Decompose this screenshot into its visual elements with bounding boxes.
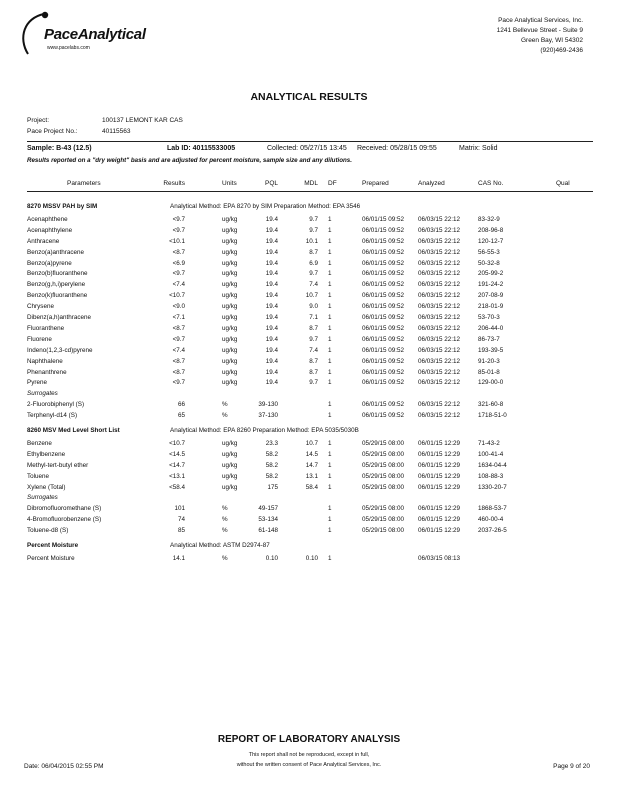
lab-id: Lab ID: 40115533005 bbox=[167, 145, 236, 152]
table-cell: 50-32-8 bbox=[478, 259, 500, 267]
table-cell: 06/01/15 09:52 bbox=[362, 314, 405, 321]
table-cell: 100-41-4 bbox=[478, 450, 504, 458]
logo-url: www.pacelabs.com bbox=[47, 45, 90, 51]
table-cell: <9.7 bbox=[172, 270, 185, 278]
section-method: Analytical Method: EPA 8270 by SIM Preparation Method: EPA 3546 bbox=[170, 203, 361, 210]
table-cell: 74 bbox=[177, 516, 185, 524]
table-cell: 9.7 bbox=[309, 270, 318, 278]
parameter-name: Anthracene bbox=[27, 237, 60, 245]
parameter-name: Phenanthrene bbox=[27, 368, 67, 376]
table-cell: 06/01/15 09:52 bbox=[362, 303, 405, 311]
table-cell: 8.7 bbox=[309, 248, 318, 256]
table-cell: ug/kg bbox=[222, 335, 238, 343]
table-cell: 1 bbox=[328, 226, 332, 234]
table-cell: 58.2 bbox=[265, 472, 278, 480]
parameter-name: Dibromofluoromethane (S) bbox=[27, 505, 102, 513]
table-cell: 06/03/15 22:12 bbox=[418, 379, 461, 387]
table-cell: % bbox=[222, 516, 228, 524]
table-cell: 06/01/15 09:52 bbox=[362, 412, 405, 420]
table-cell: 06/03/15 22:12 bbox=[418, 357, 461, 365]
table-cell: 1 bbox=[328, 505, 332, 513]
table-cell: 19.4 bbox=[265, 259, 278, 267]
table-cell: 06/03/15 22:12 bbox=[418, 270, 461, 278]
table-cell: 19.4 bbox=[265, 237, 278, 245]
pace-project-value: 40115563 bbox=[102, 128, 131, 135]
table-cell: ug/kg bbox=[222, 226, 238, 234]
table-cell: 19.4 bbox=[265, 292, 278, 300]
table-cell: 06/03/15 22:12 bbox=[418, 412, 461, 420]
table-cell: 1 bbox=[328, 554, 332, 562]
table-cell: 1718-51-0 bbox=[478, 412, 507, 420]
table-cell: 8.7 bbox=[309, 368, 318, 376]
table-cell: <14.5 bbox=[169, 450, 185, 458]
table-cell: 1330-20-7 bbox=[478, 483, 507, 491]
table-cell: 206-44-0 bbox=[478, 324, 504, 332]
table-cell: 65 bbox=[177, 412, 185, 420]
matrix: Matrix: Solid bbox=[459, 145, 498, 152]
table-cell: 208-96-8 bbox=[478, 226, 504, 234]
table-cell: 19.4 bbox=[265, 368, 278, 376]
pace-project-label: Pace Project No.: bbox=[27, 128, 78, 135]
table-cell: 8.7 bbox=[309, 357, 318, 365]
table-cell: 06/01/15 09:52 bbox=[362, 324, 405, 332]
parameter-name: Ethylbenzene bbox=[27, 450, 66, 458]
table-cell: 06/03/15 22:12 bbox=[418, 281, 461, 289]
table-cell: ug/kg bbox=[222, 379, 238, 387]
table-cell: 8.7 bbox=[309, 324, 318, 332]
table-cell: 39-130 bbox=[258, 401, 278, 409]
section-method: Analytical Method: EPA 8260 Preparation Method: EPA 5035/5030B bbox=[170, 427, 359, 434]
table-cell: <58.4 bbox=[169, 483, 185, 491]
table-cell: 10.1 bbox=[305, 237, 318, 245]
column-header: CAS No. bbox=[478, 180, 504, 187]
table-cell: % bbox=[222, 401, 228, 409]
table-cell: 1 bbox=[328, 303, 332, 311]
table-cell: 05/29/15 08:00 bbox=[362, 527, 405, 535]
table-cell: 19.4 bbox=[265, 270, 278, 278]
table-cell: 1 bbox=[328, 461, 332, 469]
table-cell: 175 bbox=[267, 483, 278, 491]
parameter-name: Xylene (Total) bbox=[27, 483, 66, 491]
table-cell: 91-20-3 bbox=[478, 357, 500, 365]
footer-title: REPORT OF LABORATORY ANALYSIS bbox=[217, 734, 401, 745]
table-cell: 1 bbox=[328, 379, 332, 387]
address-line-2: Green Bay, WI 54302 bbox=[520, 37, 583, 44]
table-cell: 207-08-9 bbox=[478, 292, 504, 300]
table-cell: 06/01/15 09:52 bbox=[362, 346, 405, 354]
address-line-1: 1241 Bellevue Street - Suite 9 bbox=[496, 27, 583, 34]
table-cell: 06/01/15 12:29 bbox=[418, 505, 461, 513]
table-cell: 49-157 bbox=[258, 505, 278, 513]
table-cell: 1868-53-7 bbox=[478, 505, 507, 513]
table-cell: 53-134 bbox=[258, 516, 278, 524]
table-cell: 06/03/15 22:12 bbox=[418, 215, 461, 223]
parameter-name: Benzene bbox=[27, 439, 52, 447]
table-cell: 1 bbox=[328, 516, 332, 524]
table-cell: 1 bbox=[328, 314, 332, 321]
table-cell: 05/29/15 08:00 bbox=[362, 461, 405, 469]
parameter-name: Acenaphthene bbox=[27, 215, 68, 223]
table-cell: ug/kg bbox=[222, 346, 238, 354]
footer-note-1: This report shall not be reproduced, except in full, bbox=[248, 752, 370, 758]
table-cell: 19.4 bbox=[265, 379, 278, 387]
table-cell: 193-39-5 bbox=[478, 346, 504, 354]
phone: (920)469-2436 bbox=[540, 47, 583, 54]
table-cell: 06/01/15 09:52 bbox=[362, 379, 405, 387]
table-cell: 19.4 bbox=[265, 324, 278, 332]
table-cell: % bbox=[222, 527, 228, 535]
table-cell: 06/01/15 09:52 bbox=[362, 335, 405, 343]
table-cell: 06/03/15 22:12 bbox=[418, 368, 461, 376]
table-cell: ug/kg bbox=[222, 472, 238, 480]
section-title: Percent Moisture bbox=[27, 542, 79, 549]
header-divider bbox=[27, 191, 593, 192]
table-cell: 9.0 bbox=[309, 303, 318, 311]
parameter-name: Indeno(1,2,3-cd)pyrene bbox=[27, 346, 93, 354]
table-cell: <6.9 bbox=[172, 259, 185, 267]
table-cell: 06/01/15 09:52 bbox=[362, 226, 405, 234]
lab-address bbox=[497, 16, 583, 56]
table-cell: ug/kg bbox=[222, 368, 238, 376]
table-cell: ug/kg bbox=[222, 281, 238, 289]
footer-note-2: without the written consent of Pace Analytical Services, Inc. bbox=[236, 762, 382, 768]
table-cell: ug/kg bbox=[222, 461, 238, 469]
table-cell: 6.9 bbox=[309, 259, 318, 267]
table-cell: 06/03/15 08:13 bbox=[418, 554, 461, 562]
table-cell: 06/01/15 09:52 bbox=[362, 368, 405, 376]
parameter-name: Toluene bbox=[27, 472, 50, 480]
table-cell: 06/01/15 12:29 bbox=[418, 461, 461, 469]
table-cell: 19.4 bbox=[265, 346, 278, 354]
table-cell: 37-130 bbox=[258, 412, 278, 420]
table-cell: 9.7 bbox=[309, 226, 318, 234]
page-number: Page 9 of 20 bbox=[553, 763, 590, 770]
table-cell: 101 bbox=[174, 505, 185, 513]
table-cell: 58.2 bbox=[265, 450, 278, 458]
table-cell: 06/01/15 09:52 bbox=[362, 292, 405, 300]
table-cell: ug/kg bbox=[222, 439, 238, 447]
table-cell: 06/01/15 12:29 bbox=[418, 450, 461, 458]
company-name: Pace Analytical Services, Inc. bbox=[498, 17, 583, 24]
table-cell: <7.4 bbox=[172, 281, 185, 289]
table-cell: <9.7 bbox=[172, 379, 185, 387]
table-cell: 321-60-8 bbox=[478, 401, 504, 409]
table-cell: 1 bbox=[328, 237, 332, 245]
column-header: PQL bbox=[264, 180, 278, 187]
table-cell: 1 bbox=[328, 248, 332, 256]
logo-text: PaceAnalytical bbox=[44, 26, 146, 43]
table-cell: <14.7 bbox=[169, 461, 185, 469]
table-cell: <10.1 bbox=[169, 237, 185, 245]
table-cell: 05/29/15 08:00 bbox=[362, 439, 405, 447]
parameter-name: Percent Moisture bbox=[27, 554, 75, 562]
table-cell: 1 bbox=[328, 483, 332, 491]
table-cell: <8.7 bbox=[172, 324, 185, 332]
table-cell: 1 bbox=[328, 215, 332, 223]
table-cell: 1 bbox=[328, 439, 332, 447]
table-cell: 19.4 bbox=[265, 281, 278, 289]
project-value: 100137 LEMONT KAR CAS bbox=[102, 117, 183, 124]
table-cell: 9.7 bbox=[309, 335, 318, 343]
report-date: Date: 06/04/2015 02:55 PM bbox=[24, 763, 104, 770]
table-cell: 06/01/15 09:52 bbox=[362, 248, 405, 256]
table-cell: ug/kg bbox=[222, 259, 238, 267]
table-cell: <8.7 bbox=[172, 368, 185, 376]
column-header: Parameters bbox=[67, 180, 101, 187]
table-cell: 05/29/15 08:00 bbox=[362, 516, 405, 524]
table-cell: 1634-04-4 bbox=[478, 461, 507, 469]
table-cell: 19.4 bbox=[265, 357, 278, 365]
table-cell: 191-24-2 bbox=[478, 281, 504, 289]
table-cell: 10.7 bbox=[305, 292, 318, 300]
table-cell: 1 bbox=[328, 472, 332, 480]
table-cell: 1 bbox=[328, 281, 332, 289]
table-cell: <13.1 bbox=[169, 472, 185, 480]
table-cell: ug/kg bbox=[222, 248, 238, 256]
surrogates-label: Surrogates bbox=[27, 494, 58, 502]
table-cell: 06/01/15 12:29 bbox=[418, 516, 461, 524]
parameter-name: Toluene-d8 (S) bbox=[27, 527, 69, 535]
table-cell: 06/03/15 22:12 bbox=[418, 303, 461, 311]
parameter-name: 2-Fluorobiphenyl (S) bbox=[27, 401, 85, 409]
column-header: Results bbox=[163, 180, 185, 187]
table-cell: % bbox=[222, 505, 228, 513]
table-cell: <9.7 bbox=[172, 226, 185, 234]
table-cell: 06/01/15 09:52 bbox=[362, 237, 405, 245]
table-cell: 56-55-3 bbox=[478, 248, 500, 256]
table-cell: 460-00-4 bbox=[478, 516, 504, 524]
table-cell: 85 bbox=[177, 527, 185, 535]
table-cell: 05/29/15 08:00 bbox=[362, 472, 405, 480]
collected-date: Collected: 05/27/15 13:45 bbox=[267, 145, 347, 152]
column-header: Units bbox=[222, 180, 237, 187]
table-cell: 06/03/15 22:12 bbox=[418, 237, 461, 245]
table-cell: <7.1 bbox=[172, 314, 185, 321]
table-cell: 129-00-0 bbox=[478, 379, 504, 387]
table-cell: 7.4 bbox=[309, 281, 318, 289]
surrogates-label: Surrogates bbox=[27, 390, 58, 398]
table-cell: 1 bbox=[328, 335, 332, 343]
project-label: Project: bbox=[27, 117, 50, 124]
table-cell: 66 bbox=[177, 401, 185, 409]
column-header: DF bbox=[328, 180, 337, 187]
table-cell: 13.1 bbox=[305, 472, 318, 480]
table-cell: ug/kg bbox=[222, 215, 238, 223]
table-cell: 1 bbox=[328, 401, 332, 409]
sample-id: Sample: B-43 (12.5) bbox=[27, 145, 92, 152]
table-cell: 06/01/15 09:52 bbox=[362, 270, 405, 278]
page-title: ANALYTICAL RESULTS bbox=[250, 91, 368, 103]
parameter-name: Benzo(b)fluoranthene bbox=[27, 270, 88, 278]
table-cell: 120-12-7 bbox=[478, 237, 504, 245]
parameter-name: Acenaphthylene bbox=[27, 226, 73, 234]
table-cell: 06/03/15 22:12 bbox=[418, 401, 461, 409]
table-cell: ug/kg bbox=[222, 270, 238, 278]
table-cell: 1 bbox=[328, 259, 332, 267]
parameter-name: Terphenyl-d14 (S) bbox=[27, 412, 78, 420]
table-cell: 7.4 bbox=[309, 346, 318, 354]
table-cell: % bbox=[222, 412, 228, 420]
column-header: Analyzed bbox=[418, 180, 445, 187]
table-cell: 1 bbox=[328, 292, 332, 300]
table-cell: 23.3 bbox=[265, 439, 278, 447]
table-cell: 1 bbox=[328, 270, 332, 278]
column-header: MDL bbox=[304, 180, 318, 187]
table-cell: ug/kg bbox=[222, 303, 238, 311]
column-header: Qual bbox=[556, 180, 570, 187]
table-cell: <10.7 bbox=[169, 439, 185, 447]
table-cell: 06/01/15 09:52 bbox=[362, 401, 405, 409]
received-date: Received: 05/28/15 09:55 bbox=[357, 145, 437, 152]
table-cell: 19.4 bbox=[265, 303, 278, 311]
column-header: Prepared bbox=[362, 180, 389, 187]
divider bbox=[27, 141, 593, 142]
table-cell: <10.7 bbox=[169, 292, 185, 300]
table-cell: 05/29/15 08:00 bbox=[362, 505, 405, 513]
table-cell: 05/29/15 08:00 bbox=[362, 483, 405, 491]
table-cell: 06/03/15 22:12 bbox=[418, 314, 461, 321]
parameter-name: 4-Bromofluorobenzene (S) bbox=[27, 516, 102, 524]
parameter-name: Fluoranthene bbox=[27, 324, 65, 332]
table-cell: 14.1 bbox=[172, 554, 185, 562]
table-cell: 10.7 bbox=[305, 439, 318, 447]
parameter-name: Chrysene bbox=[27, 303, 54, 311]
table-cell: ug/kg bbox=[222, 314, 238, 321]
table-cell: ug/kg bbox=[222, 292, 238, 300]
table-cell: 06/01/15 12:29 bbox=[418, 483, 461, 491]
table-cell: 2037-26-5 bbox=[478, 527, 507, 535]
table-cell: 06/01/15 09:52 bbox=[362, 215, 405, 223]
table-cell: <9.7 bbox=[172, 215, 185, 223]
table-cell: <8.7 bbox=[172, 248, 185, 256]
parameter-name: Dibenz(a,h)anthracene bbox=[27, 314, 92, 321]
table-cell: 1 bbox=[328, 412, 332, 420]
table-cell: 53-70-3 bbox=[478, 314, 500, 321]
table-cell: 05/29/15 08:00 bbox=[362, 450, 405, 458]
table-cell: 9.7 bbox=[309, 215, 318, 223]
parameter-name: Fluorene bbox=[27, 335, 52, 343]
table-cell: 1 bbox=[328, 324, 332, 332]
table-cell: 1 bbox=[328, 368, 332, 376]
table-cell: 108-88-3 bbox=[478, 472, 504, 480]
table-cell: 1 bbox=[328, 357, 332, 365]
table-cell: 58.2 bbox=[265, 461, 278, 469]
table-cell: ug/kg bbox=[222, 324, 238, 332]
parameter-name: Naphthalene bbox=[27, 357, 63, 365]
table-cell: % bbox=[222, 554, 228, 562]
table-cell: 19.4 bbox=[265, 226, 278, 234]
section-title: 8260 MSV Med Level Short List bbox=[27, 427, 120, 434]
table-cell: 06/01/15 09:52 bbox=[362, 281, 405, 289]
table-cell: 0.10 bbox=[265, 554, 278, 562]
table-cell: <9.7 bbox=[172, 335, 185, 343]
table-cell: ug/kg bbox=[222, 237, 238, 245]
table-cell: 06/03/15 22:12 bbox=[418, 335, 461, 343]
section-title: 8270 MSSV PAH by SIM bbox=[27, 203, 98, 210]
table-cell: 19.4 bbox=[265, 215, 278, 223]
table-cell: 61-148 bbox=[258, 527, 278, 535]
table-cell: ug/kg bbox=[222, 450, 238, 458]
parameter-name: Benzo(g,h,i)perylene bbox=[27, 281, 86, 289]
table-cell: 218-01-9 bbox=[478, 303, 504, 311]
table-cell: 1 bbox=[328, 527, 332, 535]
table-cell: 7.1 bbox=[309, 314, 318, 321]
table-cell: <8.7 bbox=[172, 357, 185, 365]
table-cell: ug/kg bbox=[222, 357, 238, 365]
table-cell: 06/01/15 12:29 bbox=[418, 439, 461, 447]
table-cell: 1 bbox=[328, 346, 332, 354]
parameter-name: Benzo(a)anthracene bbox=[27, 248, 85, 256]
table-cell: <9.0 bbox=[172, 303, 185, 311]
table-cell: <7.4 bbox=[172, 346, 185, 354]
table-cell: 19.4 bbox=[265, 335, 278, 343]
table-cell: 9.7 bbox=[309, 379, 318, 387]
table-cell: 06/01/15 12:29 bbox=[418, 472, 461, 480]
reporting-note: Results reported on a "dry weight" basis and are adjusted for percent moisture, sample size and any dilutions. bbox=[27, 157, 352, 164]
table-cell: 205-99-2 bbox=[478, 270, 504, 278]
section-method: Analytical Method: ASTM D2974-87 bbox=[170, 542, 270, 549]
parameter-name: Methyl-tert-butyl ether bbox=[27, 461, 89, 469]
parameter-name: Benzo(a)pyrene bbox=[27, 259, 72, 267]
table-cell: 06/03/15 22:12 bbox=[418, 248, 461, 256]
table-cell: 14.7 bbox=[305, 461, 318, 469]
table-cell: 06/03/15 22:12 bbox=[418, 324, 461, 332]
table-cell: 06/03/15 22:12 bbox=[418, 226, 461, 234]
table-cell: 19.4 bbox=[265, 314, 278, 321]
table-cell: 1 bbox=[328, 450, 332, 458]
table-cell: ug/kg bbox=[222, 483, 238, 491]
table-cell: 71-43-2 bbox=[478, 439, 500, 447]
parameter-name: Benzo(k)fluoranthene bbox=[27, 292, 88, 300]
table-cell: 06/03/15 22:12 bbox=[418, 292, 461, 300]
table-cell: 58.4 bbox=[305, 483, 318, 491]
table-cell: 14.5 bbox=[305, 450, 318, 458]
table-cell: 86-73-7 bbox=[478, 335, 500, 343]
table-cell: 06/01/15 09:52 bbox=[362, 259, 405, 267]
table-cell: 0.10 bbox=[305, 554, 318, 562]
table-cell: 83-32-9 bbox=[478, 215, 500, 223]
table-cell: 06/03/15 22:12 bbox=[418, 346, 461, 354]
table-cell: 06/03/15 22:12 bbox=[418, 259, 461, 267]
table-cell: 19.4 bbox=[265, 248, 278, 256]
table-cell: 06/01/15 09:52 bbox=[362, 357, 405, 365]
parameter-name: Pyrene bbox=[27, 379, 47, 387]
table-cell: 85-01-8 bbox=[478, 368, 500, 376]
table-cell: 06/01/15 12:29 bbox=[418, 527, 461, 535]
